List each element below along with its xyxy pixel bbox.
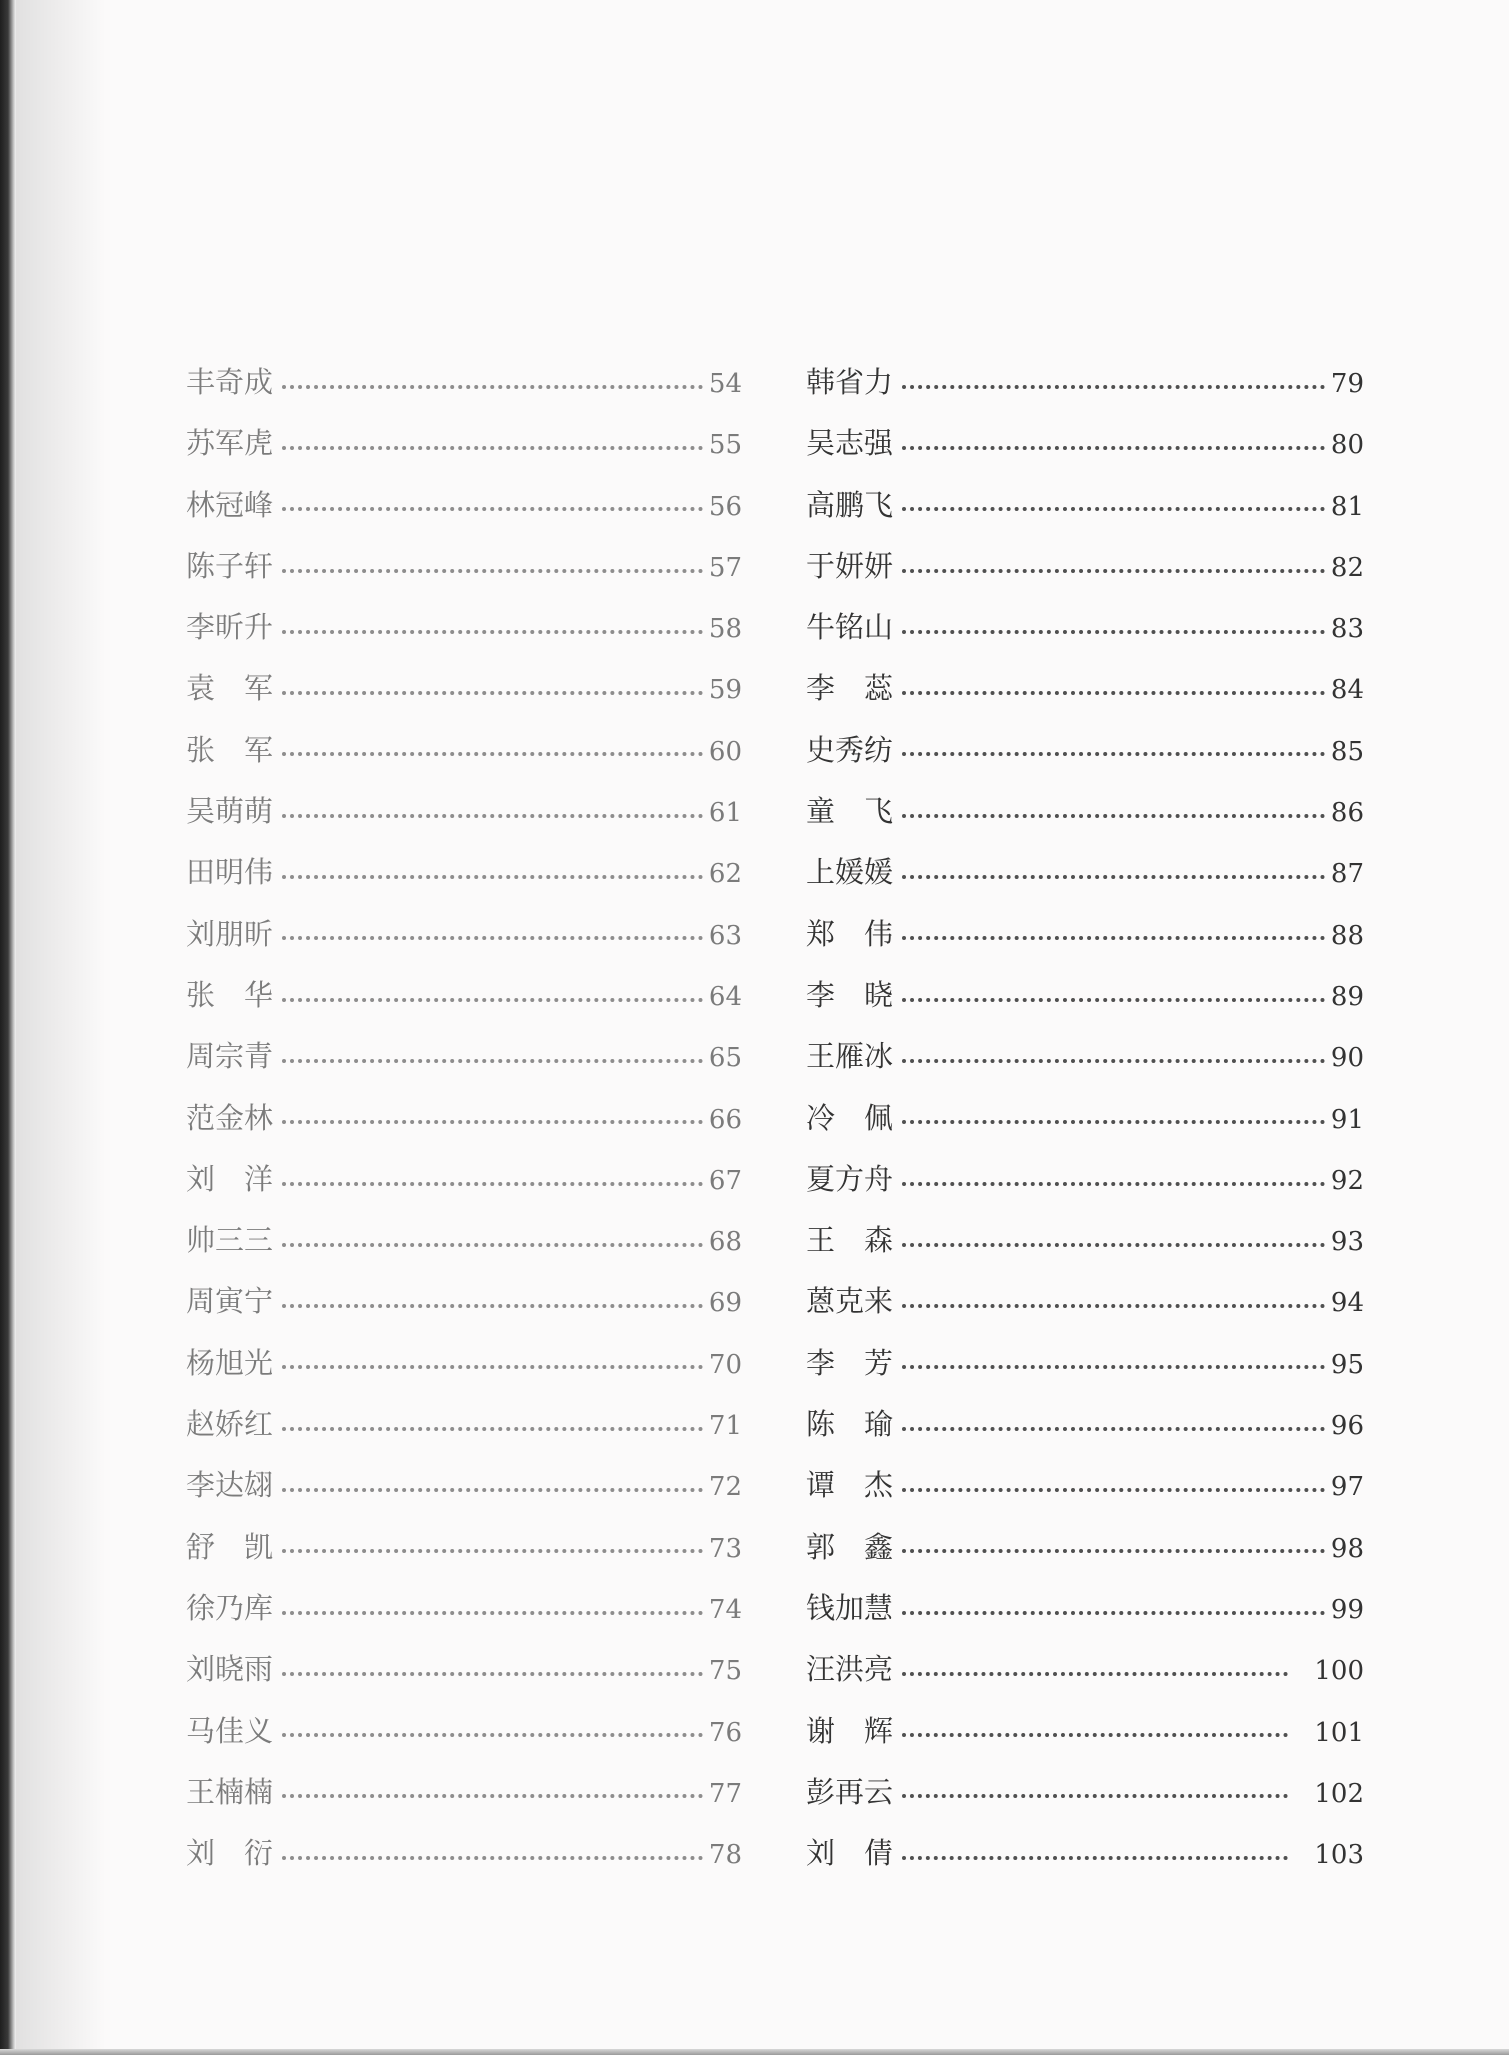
dot-leader	[902, 873, 1325, 879]
toc-entry	[806, 536, 1364, 597]
toc-entry	[806, 1333, 1364, 1394]
dot-leader	[902, 444, 1325, 450]
dot-leader	[902, 1363, 1325, 1369]
toc-entry-page: 82	[1330, 552, 1364, 583]
toc-entry-page: 95	[1330, 1349, 1364, 1380]
toc-entry-page: 57	[708, 552, 742, 583]
toc-entry-name: 谭 杰	[806, 1468, 894, 1503]
toc-entry-name: 郭 鑫	[806, 1529, 894, 1564]
dot-leader	[282, 873, 703, 879]
toc-entry	[806, 413, 1364, 474]
toc-entry	[806, 1271, 1364, 1332]
toc-entry-name: 吴志强	[806, 426, 894, 461]
dot-leader	[902, 567, 1325, 573]
toc-entry	[186, 1026, 742, 1087]
toc-entry-name: 范金林	[186, 1100, 274, 1135]
toc-entry-page: 81	[1330, 491, 1364, 522]
toc-entry-page: 94	[1330, 1288, 1364, 1319]
dot-leader	[902, 383, 1325, 389]
toc-entry-name: 李 芳	[806, 1345, 894, 1380]
toc-entry	[806, 1455, 1364, 1516]
toc-entry-name: 冷 佩	[806, 1100, 894, 1135]
dot-leader	[282, 689, 703, 695]
dot-leader	[282, 750, 703, 756]
dot-leader	[902, 1670, 1288, 1676]
toc-entry-page: 77	[708, 1778, 742, 1809]
dot-leader	[282, 628, 703, 634]
toc-entry-page: 99	[1330, 1594, 1364, 1625]
toc-entry	[806, 658, 1364, 719]
toc-entry-name: 杨旭光	[186, 1345, 274, 1380]
toc-entry-page: 83	[1330, 614, 1364, 645]
dot-leader	[902, 1118, 1325, 1124]
dot-leader	[282, 1302, 703, 1308]
toc-entry-page: 88	[1330, 920, 1364, 951]
toc-entry-name: 陈子轩	[186, 548, 274, 583]
toc-entry	[186, 1333, 742, 1394]
dot-leader	[282, 934, 703, 940]
toc-entry-name: 赵娇红	[186, 1407, 274, 1442]
toc-entry-page: 55	[708, 430, 742, 461]
dot-leader	[902, 1425, 1325, 1431]
toc-entry-page: 87	[1330, 859, 1364, 890]
dot-leader	[902, 1057, 1325, 1063]
toc-entry	[806, 1701, 1364, 1762]
toc-column-left	[186, 352, 742, 1884]
toc-entry-name: 袁 军	[186, 671, 274, 706]
toc-entry	[186, 1088, 742, 1149]
toc-entry	[806, 842, 1364, 903]
toc-entry-name: 帅三三	[186, 1223, 274, 1258]
toc-entry-name: 郑 伟	[806, 916, 894, 951]
toc-entry-page: 93	[1330, 1227, 1364, 1258]
toc-entry	[186, 1455, 742, 1516]
toc-entry-page: 89	[1330, 981, 1364, 1012]
toc-entry	[186, 1639, 742, 1700]
toc-entry	[186, 658, 742, 719]
dot-leader	[902, 1792, 1288, 1798]
toc-entry-name: 李达翃	[186, 1468, 274, 1503]
dot-leader	[902, 934, 1325, 940]
toc-entry	[806, 1394, 1364, 1455]
toc-entry-page: 63	[708, 920, 742, 951]
toc-entry-name: 上媛媛	[806, 855, 894, 890]
toc-entry-name: 史秀纺	[806, 732, 894, 767]
dot-leader	[282, 567, 703, 573]
toc-entry	[806, 1517, 1364, 1578]
toc-entry-page: 76	[708, 1717, 742, 1748]
toc-entry-name: 吴萌萌	[186, 794, 274, 829]
toc-entry	[186, 1394, 742, 1455]
toc-entry-page: 101	[1314, 1717, 1364, 1748]
toc-entry	[806, 1149, 1364, 1210]
toc-entry	[186, 352, 742, 413]
dot-leader	[282, 996, 703, 1002]
toc-entry-page: 65	[708, 1043, 742, 1074]
toc-entry-name: 谢 辉	[806, 1713, 894, 1748]
gutter-shadow	[16, 0, 106, 2055]
toc-entry-page: 72	[708, 1472, 742, 1503]
toc-entry-page: 96	[1330, 1411, 1364, 1442]
dot-leader	[282, 505, 703, 511]
toc-entry-page: 102	[1314, 1778, 1364, 1809]
toc-entry	[186, 1517, 742, 1578]
toc-entry-name: 丰奇成	[186, 365, 274, 399]
dot-leader	[902, 689, 1325, 695]
dot-leader	[282, 1670, 703, 1676]
dot-leader	[282, 812, 703, 818]
toc-entry	[806, 1578, 1364, 1639]
toc-entry-page: 56	[708, 491, 742, 522]
dot-leader	[282, 1486, 703, 1492]
toc-entry-page: 61	[708, 798, 742, 829]
toc-entry-page: 78	[708, 1840, 742, 1871]
toc-entry-name: 刘晓雨	[186, 1652, 274, 1687]
page-bottom-edge	[0, 2049, 1509, 2055]
toc-entry-name: 李 晓	[806, 977, 894, 1012]
toc-entry-name: 蒽克来	[806, 1284, 894, 1319]
dot-leader	[282, 1180, 703, 1186]
toc-entry-page: 79	[1330, 369, 1364, 399]
toc-entry	[806, 1210, 1364, 1271]
toc-entry	[186, 597, 742, 658]
toc-entry-name: 李昕升	[186, 610, 274, 645]
dot-leader	[902, 628, 1325, 634]
toc-entry-name: 汪洪亮	[806, 1652, 894, 1687]
toc-entry-page: 62	[708, 859, 742, 890]
toc-entry	[186, 1271, 742, 1332]
toc-entry	[186, 965, 742, 1026]
toc-entry-name: 周寅宁	[186, 1284, 274, 1319]
dot-leader	[282, 1425, 703, 1431]
dot-leader	[282, 1609, 703, 1615]
toc-entry-page: 92	[1330, 1165, 1364, 1196]
toc-entry-name: 徐乃库	[186, 1590, 274, 1625]
toc-entry-name: 刘 倩	[806, 1836, 894, 1871]
toc-entry	[186, 1149, 742, 1210]
toc-entry-name: 王 森	[806, 1223, 894, 1258]
toc-entry-page: 64	[708, 981, 742, 1012]
dot-leader	[902, 1547, 1325, 1553]
toc-entry-name: 林冠峰	[186, 487, 274, 522]
toc-entry-page: 60	[708, 736, 742, 767]
toc-entry-page: 97	[1330, 1472, 1364, 1503]
toc-entry-page: 91	[1330, 1104, 1364, 1135]
toc-entry-name: 于妍妍	[806, 548, 894, 583]
toc-entry-name: 苏军虎	[186, 426, 274, 461]
toc-entry-name: 张 军	[186, 732, 274, 767]
toc-entry	[806, 352, 1364, 413]
dot-leader	[282, 1731, 703, 1737]
toc-entry	[186, 413, 742, 474]
dot-leader	[282, 444, 703, 450]
toc-entry	[806, 1639, 1364, 1700]
toc-entry-page: 67	[708, 1165, 742, 1196]
toc-entry-name: 刘 洋	[186, 1161, 274, 1196]
toc-entry-name: 钱加慧	[806, 1590, 894, 1625]
toc-entry-page: 86	[1330, 798, 1364, 829]
toc-entry	[806, 1823, 1364, 1884]
toc-entry-page: 100	[1314, 1656, 1364, 1687]
toc-entry	[806, 904, 1364, 965]
toc-entry-name: 高鹏飞	[806, 487, 894, 522]
toc-entry	[186, 536, 742, 597]
toc-entry	[806, 1026, 1364, 1087]
toc-entry	[186, 781, 742, 842]
toc-entry-page: 68	[708, 1227, 742, 1258]
toc-entry-page: 54	[708, 369, 742, 399]
toc-entry-page: 98	[1330, 1533, 1364, 1564]
toc-entry-name: 夏方舟	[806, 1161, 894, 1196]
dot-leader	[902, 812, 1325, 818]
toc-entry-page: 85	[1330, 736, 1364, 767]
toc-entry-page: 84	[1330, 675, 1364, 706]
toc-entry-name: 舒 凯	[186, 1529, 274, 1564]
toc-entry-name: 陈 瑜	[806, 1407, 894, 1442]
dot-leader	[282, 1854, 703, 1860]
toc-entry-page: 80	[1330, 430, 1364, 461]
dot-leader	[282, 383, 703, 389]
book-binding-edge	[0, 0, 16, 2055]
dot-leader	[282, 1057, 703, 1063]
toc-entry-page: 58	[708, 614, 742, 645]
dot-leader	[282, 1547, 703, 1553]
dot-leader	[902, 1302, 1325, 1308]
toc-entry-page: 90	[1330, 1043, 1364, 1074]
toc-entry	[186, 475, 742, 536]
dot-leader	[282, 1118, 703, 1124]
toc-entry-page: 74	[708, 1594, 742, 1625]
toc-entry-name: 彭再云	[806, 1774, 894, 1809]
toc-entry	[806, 475, 1364, 536]
toc-entry	[806, 965, 1364, 1026]
toc-column-right	[806, 352, 1364, 1884]
toc-entry-name: 童 飞	[806, 794, 894, 829]
toc-entry-name: 张 华	[186, 977, 274, 1012]
dot-leader	[902, 1180, 1325, 1186]
toc-entry-name: 刘朋昕	[186, 916, 274, 951]
dot-leader	[902, 996, 1325, 1002]
toc-entry	[806, 1088, 1364, 1149]
toc-entry-page: 103	[1314, 1840, 1364, 1871]
toc-entry-name: 王楠楠	[186, 1774, 274, 1809]
toc-entry	[186, 904, 742, 965]
toc-entry	[806, 1762, 1364, 1823]
dot-leader	[902, 1854, 1288, 1860]
toc-entry	[186, 1210, 742, 1271]
toc-entry-name: 牛铭山	[806, 610, 894, 645]
dot-leader	[902, 750, 1325, 756]
toc-entry	[186, 1762, 742, 1823]
dot-leader	[282, 1792, 703, 1798]
toc-entry-page: 73	[708, 1533, 742, 1564]
toc-entry-name: 王雁冰	[806, 1039, 894, 1074]
dot-leader	[902, 1486, 1325, 1492]
dot-leader	[902, 1241, 1325, 1247]
toc-entry-name: 李 蕊	[806, 671, 894, 706]
dot-leader	[902, 1609, 1325, 1615]
toc-entry-name: 马佳义	[186, 1713, 274, 1748]
toc-entry-name: 韩省力	[806, 365, 894, 399]
dot-leader	[282, 1363, 703, 1369]
toc-entry	[186, 720, 742, 781]
toc-entry-page: 71	[708, 1411, 742, 1442]
toc-entry	[806, 597, 1364, 658]
dot-leader	[902, 505, 1325, 511]
toc-entry	[806, 781, 1364, 842]
dot-leader	[902, 1731, 1288, 1737]
toc-entry-page: 75	[708, 1656, 742, 1687]
toc-entry-page: 69	[708, 1288, 742, 1319]
toc-entry-page: 66	[708, 1104, 742, 1135]
toc-entry-name: 田明伟	[186, 855, 274, 890]
toc-entry-name: 刘 衍	[186, 1836, 274, 1871]
toc-entry-page: 59	[708, 675, 742, 706]
toc-entry	[186, 1823, 742, 1884]
toc-entry	[806, 720, 1364, 781]
toc-entry	[186, 1701, 742, 1762]
toc-entry-page: 70	[708, 1349, 742, 1380]
dot-leader	[282, 1241, 703, 1247]
toc-entry	[186, 1578, 742, 1639]
toc-entry-name: 周宗青	[186, 1039, 274, 1074]
toc-entry	[186, 842, 742, 903]
